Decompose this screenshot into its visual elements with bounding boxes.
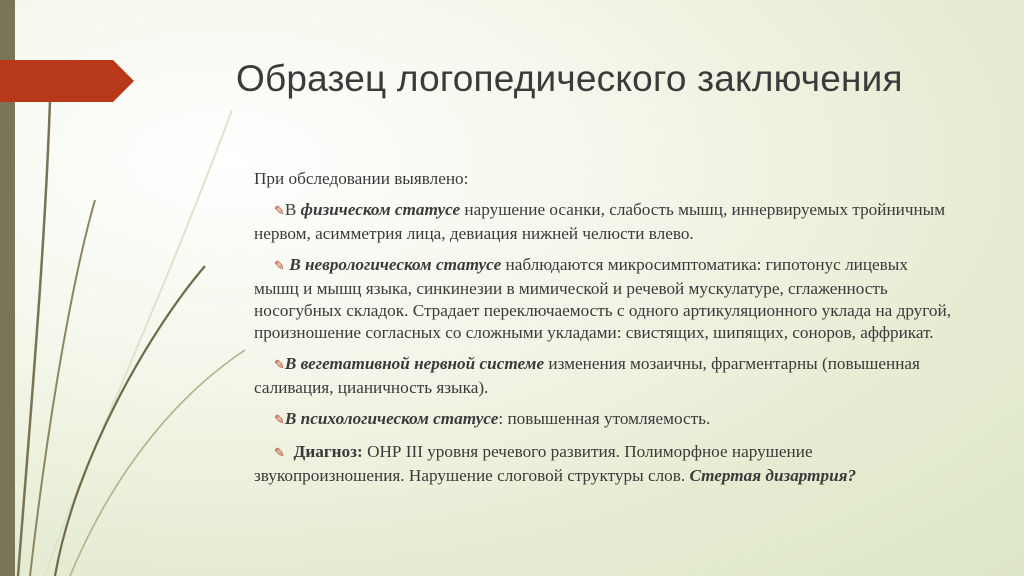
bullet-emphasis: В психологическом статусе (284, 409, 499, 428)
diagnosis-label: Диагноз: (293, 442, 363, 461)
bullet-text: нарушение осанки, слабость мышц, иннервируемых тройничным нервом, асимметрия лица, девиация нижней челюсти влево. (254, 200, 946, 243)
intro-text: При обследовании выявлено: (254, 169, 469, 188)
pen-icon: ✎ (274, 358, 285, 373)
title-arrow (0, 60, 134, 102)
pen-icon: ✎ (274, 204, 285, 219)
bullet-text: наблюдаются микросимптоматика: гипотонус лицевых мышц и мышц языка, синкинезии в мимической и речевой мускулатуре, сглаженность носогубных складок. Страдает переключаемость с одного артикуляционного уклада на другой, произношение согласных со сложными укладами: свистящих, шипящих, соноров, аффрикат. (254, 255, 951, 342)
bullet-emphasis: физическом статусе (300, 200, 461, 219)
bullet-text: : повышенная утомляемость. (498, 409, 711, 428)
slide-body (254, 168, 954, 496)
bullet-autonomic-system (254, 353, 954, 399)
bullet-prefix (285, 442, 294, 461)
pen-icon: ✎ (274, 446, 285, 461)
bullet-emphasis: В вегетативной нервной системе (284, 354, 545, 373)
pen-icon: ✎ (274, 413, 285, 428)
bullet-physical-status (254, 199, 954, 245)
bullet-prefix: В (284, 200, 301, 219)
bullet-text: изменения мозаичны, фрагментарны (повышенная саливация, цианичность языка). (254, 354, 920, 397)
bullet-psychological-status (254, 408, 954, 432)
pen-icon: ✎ (274, 259, 285, 274)
bullet-diagnosis (254, 441, 954, 487)
bullet-emphasis: В неврологическом статусе (289, 255, 502, 274)
slide-title: Образец логопедического заключения (236, 58, 903, 99)
bullet-neurological-status (254, 254, 954, 344)
bullet-text: ОНР III уровня речевого развития. Полиморфное нарушение звукопроизношения. Нарушение слоговой структуры слов. (254, 442, 813, 485)
diagnosis-conclusion: Стертая дизартрия? (689, 466, 857, 485)
